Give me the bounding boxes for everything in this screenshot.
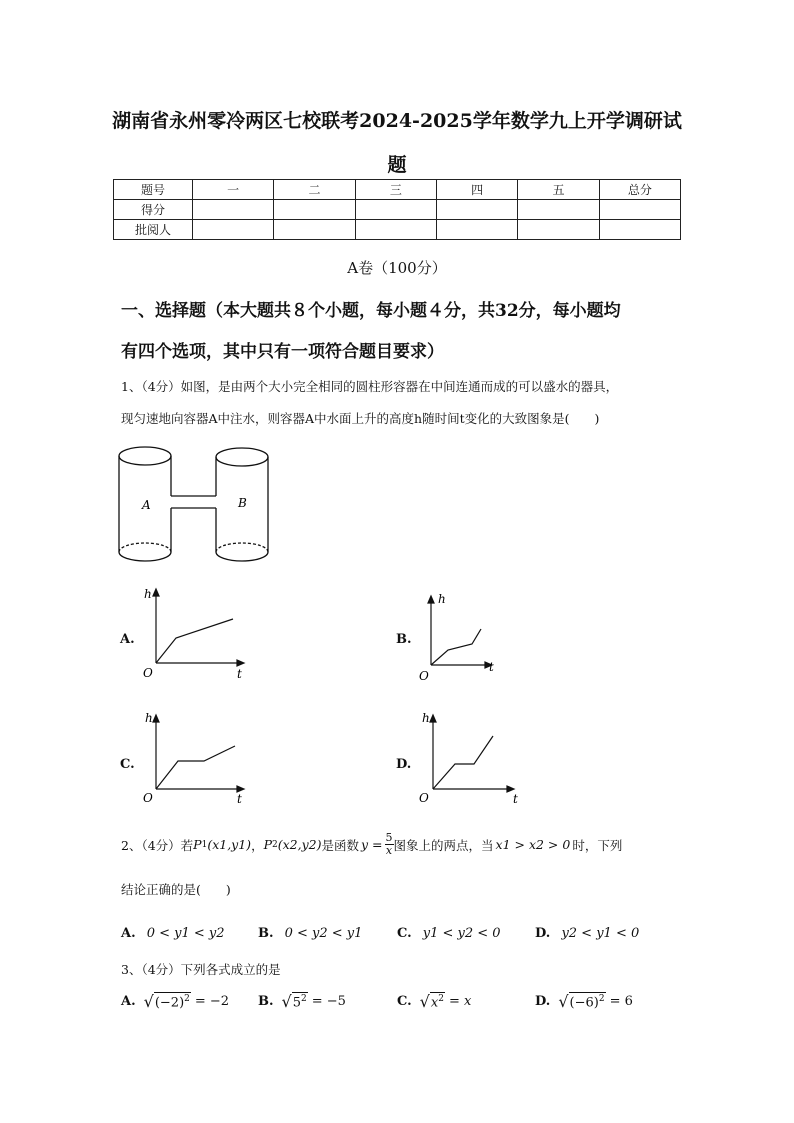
title-line-2: 题	[387, 154, 407, 176]
q1-option-d-label[interactable]: D.	[396, 757, 412, 772]
axis-t-label: t	[489, 660, 494, 674]
reviewer-cell[interactable]	[599, 220, 680, 240]
section-1-line-1: 一、选择题（本大题共８个小题，每小题４分，共32分，每小题均	[121, 301, 621, 321]
option-label: C.	[397, 994, 412, 1009]
sqrt-icon: √	[143, 992, 154, 1011]
q3-option-d[interactable]	[535, 992, 633, 1011]
q1-option-c-label[interactable]: C.	[120, 757, 135, 772]
axis-h-label: h	[144, 587, 152, 601]
q2-stem-line-2: 结论正确的是( )	[121, 882, 231, 897]
option-expr: y2 < y1 < 0	[561, 926, 640, 941]
point-p2: P	[263, 837, 272, 852]
q1-option-c-graph[interactable]	[140, 707, 255, 807]
score-table	[113, 179, 681, 240]
origin-label: O	[143, 666, 153, 680]
header-cell: 五	[518, 180, 599, 200]
option-label: B.	[258, 926, 274, 941]
radicand-base: (−2)	[154, 995, 185, 1011]
q3-option-a[interactable]	[121, 992, 229, 1011]
reviewer-cell[interactable]	[355, 220, 436, 240]
reviewer-cell[interactable]	[193, 220, 274, 240]
q1-stem-line-1: 1、（4分）如图，是由两个大小完全相同的圆柱形容器在中间连通而成的可以盛水的器具，	[121, 379, 619, 394]
section-1-line-2: 有四个选项，其中只有一项符合题目要求）	[121, 342, 444, 362]
header-cell: 四	[436, 180, 517, 200]
sqrt-icon: √	[419, 992, 430, 1011]
header-cell: 题号	[114, 180, 193, 200]
function-fraction	[385, 832, 394, 857]
score-cell[interactable]	[355, 200, 436, 220]
option-label: D.	[535, 926, 551, 941]
paper-a-heading: A卷（100分）	[347, 259, 447, 277]
row-label: 批阅人	[114, 220, 193, 240]
header-cell: 一	[193, 180, 274, 200]
title-line-1: 湖南省永州零冷两区七校联考2024-2025学年数学九上开学调研试	[112, 110, 682, 132]
score-cell[interactable]	[274, 200, 355, 220]
origin-label: O	[419, 791, 429, 805]
radicand	[292, 992, 308, 1010]
axis-h-label: h	[145, 711, 153, 725]
exponent: 2	[184, 994, 190, 1005]
axis-t-label: t	[237, 792, 242, 806]
score-table-header-row	[114, 180, 681, 200]
radicand	[569, 992, 606, 1010]
option-expr: 0 < y1 < y2	[146, 926, 225, 941]
q3-option-b[interactable]	[258, 992, 346, 1011]
fraction-numerator: 5	[385, 831, 393, 844]
exponent: 2	[598, 994, 605, 1005]
score-cell[interactable]	[436, 200, 517, 220]
origin-label: O	[143, 791, 153, 805]
label-a: A	[142, 498, 151, 512]
q3-option-c[interactable]	[397, 992, 471, 1011]
header-cell: 二	[274, 180, 355, 200]
axis-t-label: t	[513, 792, 518, 806]
q2-sep: ，	[251, 837, 264, 853]
reviewer-cell[interactable]	[518, 220, 599, 240]
exponent: 2	[301, 994, 307, 1005]
axis-t-label: t	[237, 667, 242, 681]
q2-stem-line-1: 2、（4分）若 P 1 (x1,y1) ， P 2 (x2,y2) 是函数 y = $\frac{5}{x}$ 图象上的两点，当 x1 > x2 > 0 时，下列	[121, 831, 623, 857]
option-rhs: = 6	[609, 994, 633, 1009]
option-expr: 0 < y2 < y1	[284, 926, 363, 941]
q1-option-b-graph[interactable]	[418, 588, 503, 683]
axis-h-label: h	[422, 711, 430, 725]
q2-option-c[interactable]	[397, 922, 501, 941]
radicand	[154, 992, 191, 1010]
q1-option-a-label[interactable]: A.	[120, 632, 135, 647]
function-lhs: y =	[361, 837, 383, 852]
option-rhs: = −5	[311, 994, 346, 1009]
q3-stem: 3、（4分）下列各式成立的是	[121, 962, 281, 977]
radicand-base: 5	[292, 995, 301, 1011]
q2-mid: 是函数	[321, 837, 359, 853]
reviewer-row	[114, 220, 681, 240]
axis-h-label: h	[438, 592, 446, 606]
reviewer-cell[interactable]	[436, 220, 517, 240]
option-label: B.	[258, 994, 274, 1009]
q2-prefix: 2、（4分）若	[121, 837, 194, 853]
q2-option-d[interactable]	[535, 922, 639, 941]
option-label: D.	[535, 994, 551, 1009]
label-b: B	[238, 496, 247, 510]
cylinder-a-top	[119, 447, 171, 465]
fraction-denominator: x	[385, 844, 393, 857]
q1-option-b-label[interactable]: B.	[396, 632, 412, 647]
score-row	[114, 200, 681, 220]
score-cell[interactable]	[193, 200, 274, 220]
q1-option-a-graph[interactable]	[140, 585, 255, 685]
radicand	[430, 992, 445, 1010]
q2-option-a[interactable]	[121, 922, 225, 941]
q2-option-b[interactable]	[258, 922, 362, 941]
q2-condition: x1 > x2 > 0	[495, 837, 571, 852]
score-cell[interactable]	[599, 200, 680, 220]
cylinder-b-top	[216, 448, 268, 466]
radicand-base: (−6)	[569, 995, 599, 1011]
point-p2-coords: (x2,y2)	[277, 837, 322, 852]
header-cell: 三	[355, 180, 436, 200]
option-label: A.	[121, 994, 136, 1009]
origin-label: O	[419, 669, 429, 683]
q2-mid2: 图象上的两点，当	[393, 837, 494, 853]
option-rhs: = −2	[194, 994, 230, 1009]
point-p1-coords: (x1,y1)	[207, 837, 252, 852]
option-expr: y1 < y2 < 0	[422, 926, 501, 941]
container-figure	[118, 440, 278, 565]
exponent: 2	[438, 994, 444, 1005]
q2-suffix: 时，下列	[572, 837, 623, 853]
q1-option-d-graph[interactable]	[418, 707, 528, 807]
sqrt-icon: √	[558, 992, 569, 1011]
q1-stem-line-2: 现匀速地向容器A中注水，则容器A中水面上升的高度h随时间t变化的大致图象是( )	[121, 411, 600, 426]
row-label: 得分	[114, 200, 193, 220]
header-cell: 总分	[599, 180, 680, 200]
option-label: C.	[397, 926, 412, 941]
option-label: A.	[121, 926, 136, 941]
point-p1: P	[193, 837, 202, 852]
sqrt-icon: √	[281, 992, 292, 1011]
option-rhs: = x	[448, 994, 472, 1009]
reviewer-cell[interactable]	[274, 220, 355, 240]
radicand-base: x	[430, 995, 439, 1011]
score-cell[interactable]	[518, 200, 599, 220]
